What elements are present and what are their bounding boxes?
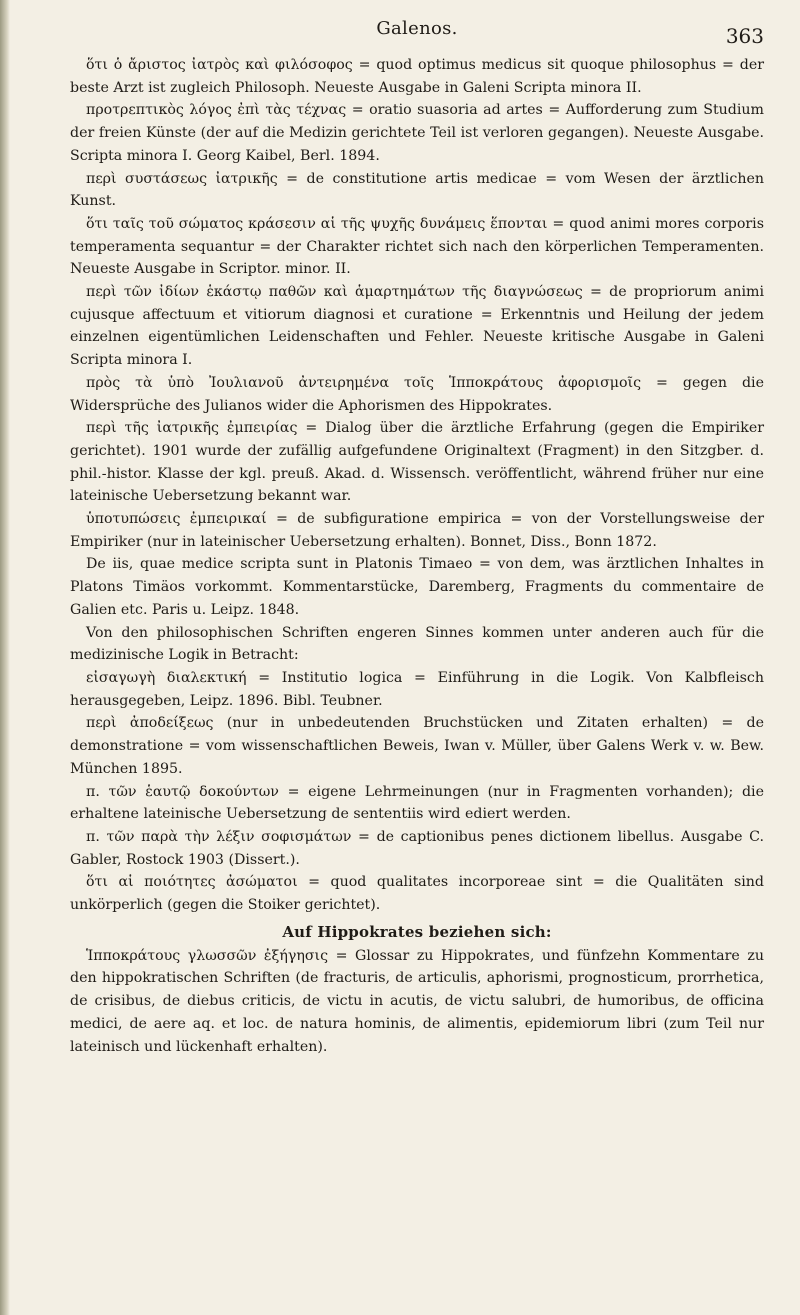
entry-8 [70, 553, 764, 621]
greek-title-13: π. τῶν παρὰ τὴν λέξιν σοφισμάτων [86, 828, 352, 845]
greek-title-5: πρὸς τὰ ὑπὸ Ἰουλιανοῦ ἀντειρημένα τοῖς Ἱπποκράτους ἀφορισμοῖς [86, 374, 642, 391]
entry-text-3: = quod animi mores corporis temperamenta sequantur = der Charakter richtet sich nach den körperlichen Temperamenten. Neueste Ausgabe in Scriptor. minor. II. [70, 215, 764, 278]
entry-5 [70, 372, 764, 417]
entry-text-10: = Institutio logica = Einführung in die Logik. Von Kalbfleisch herausgegeben, Leipz. 1896. Bibl. Teubner. [70, 669, 765, 709]
entry-text-2: = de constitutione artis medicae = vom Wesen der ärztlichen Kunst. [70, 170, 764, 210]
entry-7 [70, 508, 764, 553]
entry-9 [70, 622, 764, 667]
entry-13 [70, 826, 764, 871]
entry-text-4: = de propriorum animi cujusque affectuum et vitiorum diagnosi et curatione = Erkenntnis und Heilung der jedem einzelnen eigentümlichen Leidenschaften und Fehler. Neueste kritische Ausgabe in Galeni Scripta minora I. [70, 284, 765, 369]
running-head: Galenos. [376, 18, 458, 39]
entry-text-13: = de captionibus penes dictionem libellus. Ausgabe C. Gabler, Rostock 1903 (Dissert.). [70, 828, 764, 868]
greek-title-final: Ἱπποκράτους γλωσσῶν ἐξήγησις [86, 947, 329, 964]
greek-title-1: προτρεπτικὸς λόγος ἐπὶ τὰς τέχνας [86, 102, 347, 119]
entry-text-12: = eigene Lehrmeinungen (nur in Fragmenten vorhanden); die erhaltene lateinische Uebersetzung de sententiis wird ediert werden. [70, 783, 764, 823]
entry-text-0: = quod optimus medicus sit quoque philosophus = der beste Arzt ist zugleich Philosoph. Neueste Ausgabe in Galeni Scripta minora II. [70, 57, 764, 96]
greek-title-12: π. τῶν ἑαυτῷ δοκούντων [86, 783, 279, 800]
entry-text-14: = quod qualitates incorporeae sint = die Qualitäten sind unkörperlich (gegen die Stoiker gerichtet). [70, 874, 764, 914]
section-heading: Auf Hippokrates beziehen sich: [282, 922, 552, 941]
entry-1 [70, 99, 764, 167]
entry-10 [70, 667, 764, 712]
entry-14 [70, 871, 764, 916]
entry-text-1: = oratio suasoria ad artes = Aufforderung zum Studium der freien Künste (der auf die Medizin gerichtete Teil ist verloren gegangen). Neueste Ausgabe. Scripta minora I. Georg Kaibel, Berl. 1894. [70, 102, 764, 164]
greek-title-7: ὑποτυπώσεις ἐμπειρικαί [86, 511, 267, 528]
entry-0 [70, 54, 764, 99]
entry-6 [70, 417, 764, 508]
entry-4 [70, 281, 764, 372]
greek-title-6: περὶ τῆς ἰατρικῆς ἐμπειρίας [86, 420, 298, 437]
final-entry [70, 945, 764, 1059]
greek-title-2: περὶ συστάσεως ἰατρικῆς [86, 170, 278, 187]
greek-title-3: ὅτι ταῖς τοῦ σώματος κράσεσιν αἱ τῆς ψυχῆς δυνάμεις ἕπονται [86, 215, 548, 232]
entry-11 [70, 712, 764, 780]
entry-12 [70, 781, 764, 826]
greek-title-10: εἰσαγωγὴ διαλεκτική [86, 669, 247, 686]
page-number: 363 [725, 24, 764, 48]
entry-text-9: Von den philosophischen Schriften engeren Sinnes kommen unter anderen auch für die medizinische Logik in Betracht: [70, 624, 764, 664]
page-header [70, 10, 764, 54]
greek-title-11: περὶ ἀποδείξεως [86, 715, 214, 732]
entry-3 [70, 213, 764, 281]
entry-text-6: = Dialog über die ärztliche Erfahrung (gegen die Empiriker gerichtet). 1901 wurde der zufällig aufgefundene Originaltext (Fragment) in den Sitzgber. d. phil.-histor. Klasse der kgl. preuß. Akad. d. Wissensch. veröffentlicht, während früher nur eine lateinische Uebersetzung bekannt war. [70, 420, 764, 505]
entry-text-7: = de subfiguratione empirica = von der Vorstellungsweise der Empiriker (nur in lateinischer Uebersetzung erhalten). Bonnet, Diss., Bonn 1872. [70, 511, 764, 550]
greek-title-14: ὅτι αἱ ποιότητες ἀσώματοι [86, 874, 298, 891]
greek-title-4: περὶ τῶν ἰδίων ἑκάστῳ παθῶν καὶ ἁμαρτημάτων τῆς διαγνώσεως [86, 284, 583, 301]
entry-text-11: (nur in unbedeutenden Bruchstücken und Zitaten erhalten) = de demonstratione = vom wissenschaftlichen Beweis, Iwan v. Müller, über Galens Werk v. w. Bew. München 1895. [70, 715, 765, 777]
greek-title-0: ὅτι ὁ ἄριστος ἰατρὸς καὶ φιλόσοφος [86, 57, 353, 73]
entry-text-8: De iis, quae medice scripta sunt in Platonis Timaeo = von dem, was ärztlichen Inhaltes in Platons Timäos vorkommt. Kommentarstücke, Daremberg, Fragments du commentaire de Galien etc. Paris u. Leipz. 1848. [70, 556, 764, 618]
entry-text-final: = Glossar zu Hippokrates, und fünfzehn Kommentare zu den hippokratischen Schriften (de fracturis, de articulis, aphorismi, prognosticum, prorrhetica, de crisibus, de diebus criticis, de victu in acutis, de victu salubri, de humoribus, de officina medici, de aere aq. et loc. de natura hominis, de alimentis, epidemiorum libri (zum Teil nur lateinisch und lückenhaft erhalten). [70, 947, 764, 1055]
entry-2 [70, 168, 764, 213]
entry-text-5: = gegen die Widersprüche des Julianos wider die Aphorismen des Hippokrates. [70, 374, 764, 414]
